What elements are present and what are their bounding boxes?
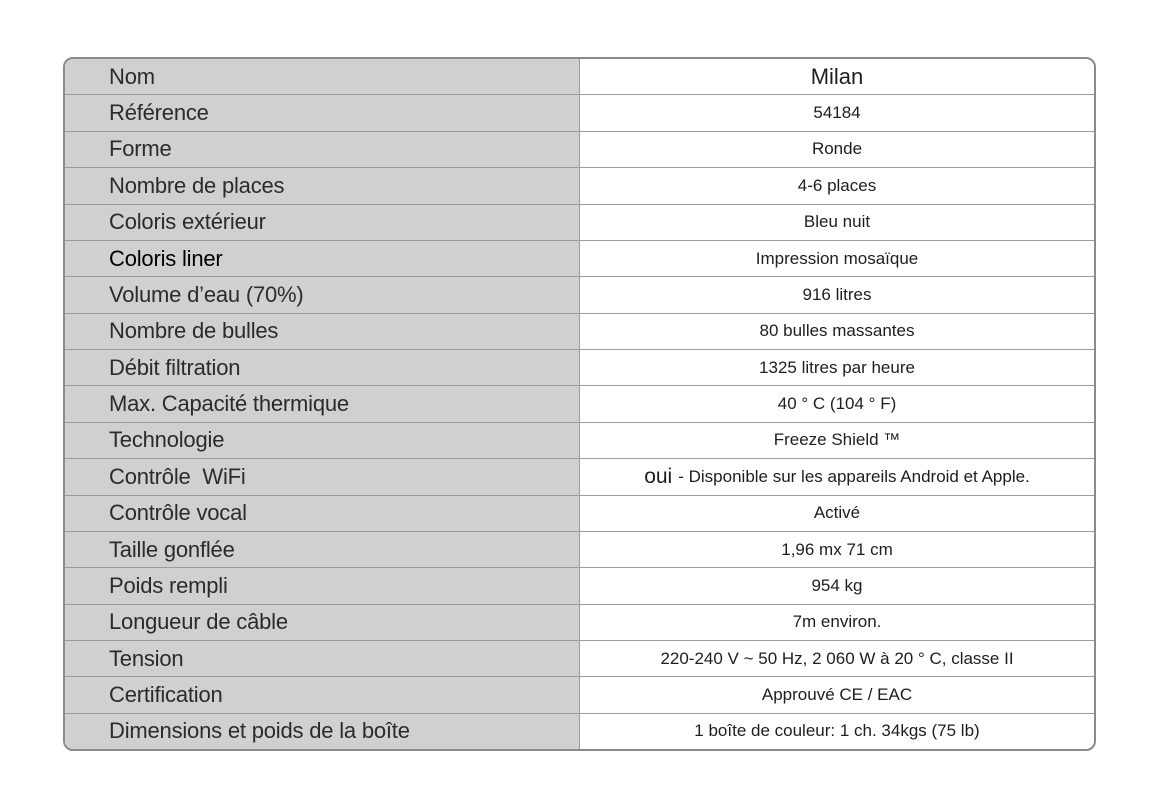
spec-row-debit — [65, 350, 1094, 386]
spec-value: 4-6 places — [797, 175, 877, 195]
spec-value: 220-240 V ~ 50 Hz, 2 060 W à 20 ° C, classe II — [660, 648, 1014, 668]
spec-label: Nom — [109, 63, 155, 89]
spec-row-coloris-liner — [65, 241, 1094, 277]
spec-label: Certification — [109, 682, 223, 708]
spec-label: Coloris liner — [109, 245, 223, 271]
spec-row-wifi — [65, 459, 1094, 495]
spec-value: Bleu nuit — [803, 212, 871, 232]
spec-row-coloris-exterieur — [65, 205, 1094, 241]
spec-value: 54184 — [813, 103, 861, 123]
spec-row-places — [65, 168, 1094, 204]
spec-row-cable — [65, 605, 1094, 641]
spec-row-certification — [65, 677, 1094, 713]
spec-row-taille — [65, 532, 1094, 568]
spec-row-controle-vocal — [65, 496, 1094, 532]
spec-value: Activé — [813, 503, 861, 523]
spec-row-capacite-thermique — [65, 386, 1094, 422]
spec-label: Nombre de bulles — [109, 318, 279, 344]
spec-label: Nombre de places — [109, 172, 285, 198]
spec-label: Contrôle WiFi — [109, 463, 246, 489]
spec-value: Freeze Shield ™ — [773, 430, 901, 450]
spec-row-volume — [65, 277, 1094, 313]
spec-label: Contrôle vocal — [109, 500, 247, 526]
spec-row-tension — [65, 641, 1094, 677]
spec-label: Volume d’eau (70%) — [109, 281, 304, 307]
spec-label: Débit filtration — [109, 354, 241, 380]
spec-rows — [65, 59, 1094, 749]
wifi-availability: oui — [644, 464, 673, 488]
spec-label: Référence — [109, 100, 209, 126]
spec-value: 80 bulles massantes — [759, 321, 915, 341]
spec-row-forme — [65, 132, 1094, 168]
spec-value: 1,96 mx 71 cm — [781, 539, 893, 559]
spec-label: Longueur de câble — [109, 609, 288, 635]
spec-row-poids — [65, 568, 1094, 604]
spec-value: Approuvé CE / EAC — [761, 685, 913, 705]
spec-value: 7m environ. — [792, 612, 882, 632]
spec-value: 1 boîte de couleur: 1 ch. 34kgs (75 lb) — [694, 721, 980, 741]
spec-row-nom — [65, 59, 1094, 95]
spec-row-reference — [65, 95, 1094, 131]
spec-row-technologie — [65, 423, 1094, 459]
spec-row-dimensions — [65, 714, 1094, 749]
spec-label: Taille gonflée — [109, 536, 235, 562]
spec-label: Technologie — [109, 427, 225, 453]
spec-value-wifi — [580, 459, 1094, 494]
spec-value: Milan — [810, 63, 864, 89]
spec-value: 1325 litres par heure — [759, 357, 915, 377]
spec-label: Forme — [109, 136, 172, 162]
spec-value: 954 kg — [811, 575, 863, 595]
spec-value: Impression mosaïque — [755, 248, 919, 268]
spec-label: Tension — [109, 645, 184, 671]
spec-value: 916 litres — [802, 284, 872, 304]
spec-row-bulles — [65, 314, 1094, 350]
spec-label: Max. Capacité thermique — [109, 391, 349, 417]
spec-label: Dimensions et poids de la boîte — [109, 718, 410, 744]
wifi-detail: - Disponible sur les appareils Android et Apple. — [678, 466, 1030, 486]
spec-label: Coloris extérieur — [109, 209, 266, 235]
spec-value: Ronde — [811, 139, 863, 159]
spec-value: 40 ° C (104 ° F) — [777, 394, 897, 414]
spec-label: Poids rempli — [109, 572, 228, 598]
spec-table — [63, 57, 1096, 751]
